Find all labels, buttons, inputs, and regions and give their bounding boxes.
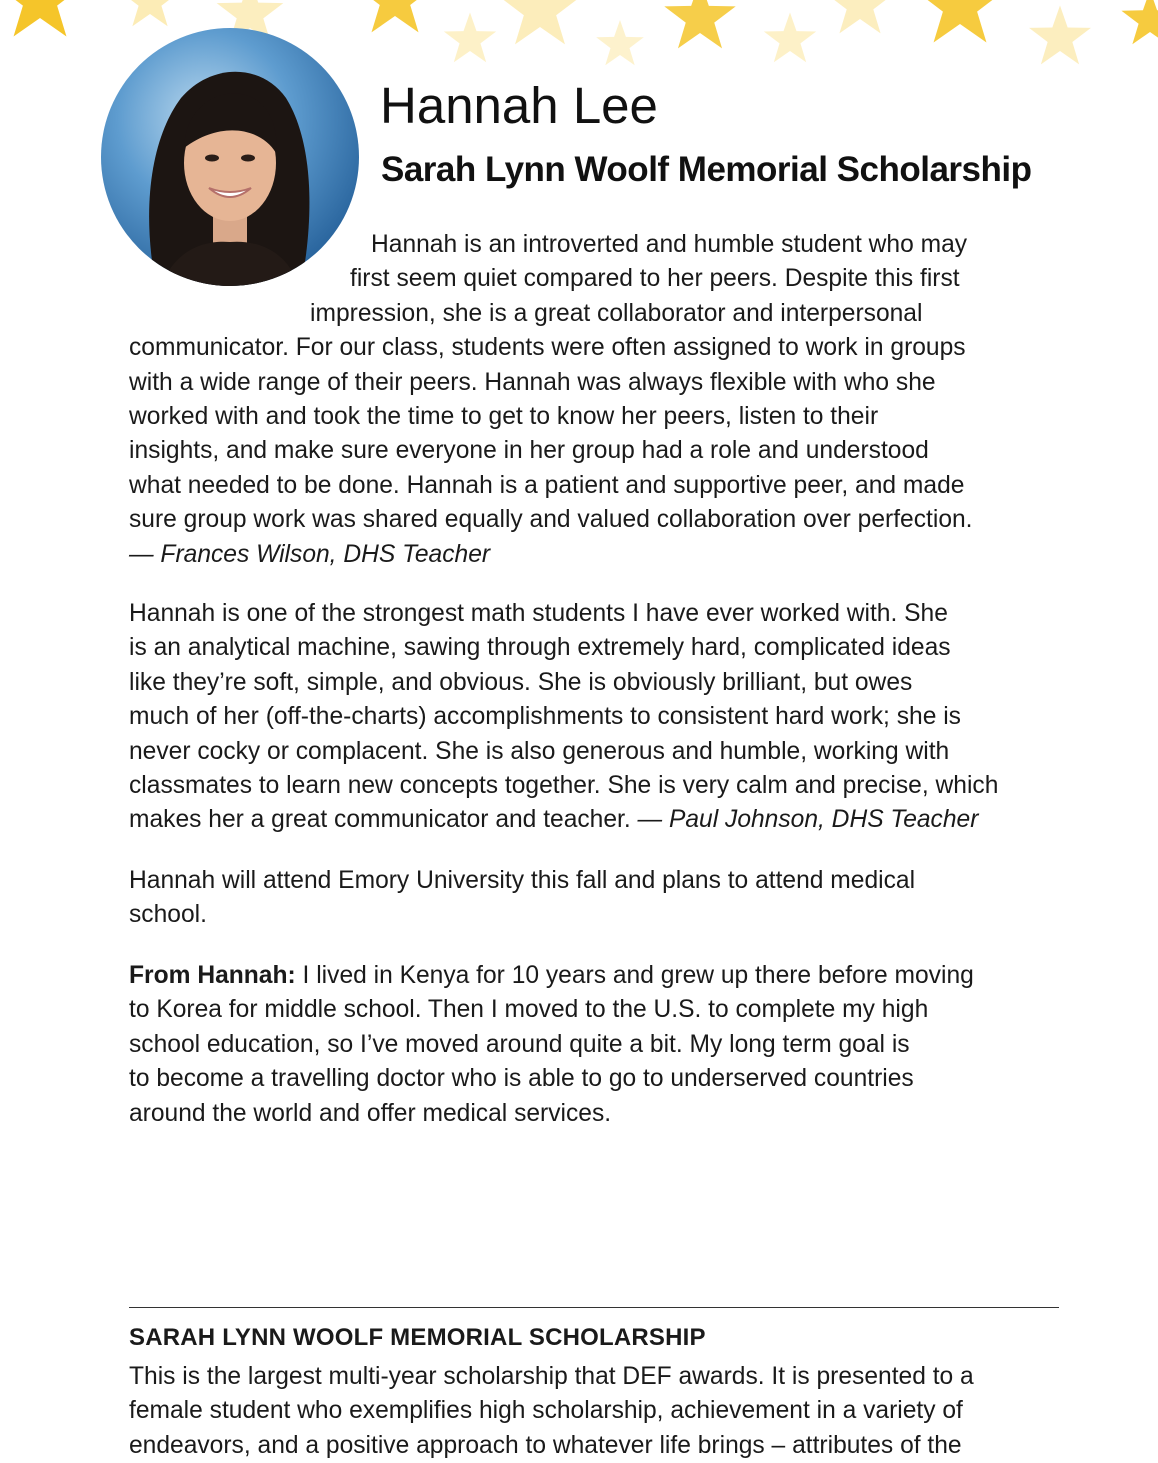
text-line: Hannah is one of the strongest math students I have ever worked with. She bbox=[129, 600, 948, 627]
text-line: Hannah is an introverted and humble student who may bbox=[371, 231, 968, 258]
text-segment: makes her a great communicator and teacher. bbox=[129, 806, 631, 834]
text-line: first seem quiet compared to her peers. Despite this first bbox=[350, 265, 960, 293]
text-line: This is the largest multi-year scholarship that DEF awards. It is presented to a bbox=[129, 1363, 974, 1390]
teacher-quote-2 bbox=[129, 597, 1089, 838]
star-icon bbox=[596, 20, 644, 65]
statement-lead: From Hannah: bbox=[129, 962, 296, 989]
section-divider bbox=[129, 1307, 1059, 1308]
scholarship-title: Sarah Lynn Woolf Memorial Scholarship bbox=[381, 150, 1032, 189]
star-icon bbox=[917, 0, 1003, 42]
text-line: to become a travelling doctor who is able to go to underserved countries bbox=[129, 1065, 914, 1093]
teacher-quote-1 bbox=[129, 228, 1089, 572]
quote-attribution: — Paul Johnson, DHS Teacher bbox=[637, 806, 979, 834]
text-line: classmates to learn new concepts together. She is very calm and precise, which bbox=[129, 772, 999, 800]
text-line: worked with and took the time to get to know her peers, listen to their bbox=[129, 403, 879, 431]
student-name: Hannah Lee bbox=[380, 77, 658, 134]
star-icon bbox=[444, 12, 496, 62]
text-line: never cocky or complacent. She is also generous and humble, working with bbox=[129, 737, 950, 765]
student-statement bbox=[129, 959, 1089, 1131]
quote-attribution: — Frances Wilson, DHS Teacher bbox=[129, 540, 491, 568]
text-line: is an analytical machine, sawing through extremely hard, complicated ideas bbox=[129, 634, 951, 662]
text-line bbox=[129, 959, 1089, 993]
text-line: much of her (off-the-charts) accomplishments to consistent hard work; she is bbox=[129, 703, 961, 731]
star-icon bbox=[500, 0, 581, 44]
text-line: with a wide range of their peers. Hannah was always flexible with who she bbox=[129, 368, 936, 396]
text-line: school education, so I’ve moved around quite a bit. My long term goal is bbox=[129, 1030, 910, 1058]
star-icon bbox=[1029, 5, 1091, 64]
text-line: to Korea for middle school. Then I moved to the U.S. to complete my high bbox=[129, 996, 929, 1024]
star-icon bbox=[664, 0, 735, 48]
star-icon bbox=[1121, 0, 1158, 44]
text-line: school. bbox=[129, 901, 207, 929]
text-line: insights, and make sure everyone in her group had a role and understood bbox=[129, 437, 929, 465]
star-icon bbox=[0, 0, 83, 36]
star-icon bbox=[357, 0, 433, 32]
text-line bbox=[129, 803, 1089, 837]
star-icon bbox=[121, 0, 178, 26]
text-line: impression, she is a great collaborator and interpersonal bbox=[310, 299, 923, 327]
star-icon bbox=[827, 0, 894, 33]
text-line: communicator. For our class, students were often assigned to work in groups bbox=[129, 334, 966, 362]
text-line: female student who exemplifies high scholarship, achievement in a variety of bbox=[129, 1397, 963, 1425]
text-line: around the world and offer medical services. bbox=[129, 1099, 612, 1127]
star-icon bbox=[764, 12, 816, 62]
text-line: what needed to be done. Hannah is a patient and supportive peer, and made bbox=[129, 471, 965, 499]
text-line: Hannah will attend Emory University this fall and plans to attend medical bbox=[129, 867, 916, 894]
footer-heading: SARAH LYNN WOOLF MEMORIAL SCHOLARSHIP bbox=[129, 1324, 706, 1351]
future-plans bbox=[129, 864, 1089, 933]
text-line: sure group work was shared equally and valued collaboration over perfection. bbox=[129, 506, 973, 534]
text-segment: I lived in Kenya for 10 years and grew up there before moving bbox=[302, 962, 974, 989]
text-line: like they’re soft, simple, and obvious. She is obviously brilliant, but owes bbox=[129, 668, 913, 696]
text-line: endeavors, and a positive approach to whatever life brings – attributes of the bbox=[129, 1431, 962, 1459]
